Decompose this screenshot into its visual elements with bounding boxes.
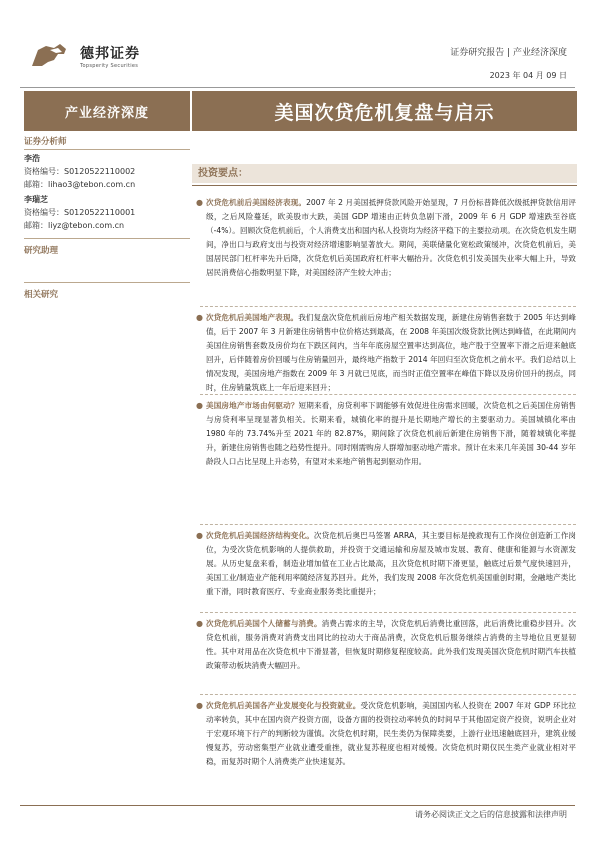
paragraph-text: 消费占需求的主导，次贷危机后消费比重回落，此后消费比重稳步回升。次贷危机前，服务消费对消费支出同比的拉动大于商品消费，次贷危机后服务继续占消费的主导地位且更显韧性。其中对用品在次贷危机中下滑显著，但恢复时期修复程度较高。此外我们发现美国次贷危机时期汽车扶植政策带动板块消费大幅回升。 — [206, 619, 577, 670]
paragraph-text: 短期来看，房贷利率下调能够有效促进住房需求回暖，次贷危机之后美国住房销售与房贷利率呈现显著负相关。长期来看，城镇化率的提升是长期地产增长的主要驱动力。美国城镇化率由 1980 年的 73.74%升至 2021 年的 82.87%，期间除了次贷危机前后新建住房销售下滑，随着城镇化率提升，新建住房销售也随之趋势性提升。同时刚需购房人群增加驱动地产需求。预计在未来几年美国 30-44 岁年龄段人口占比呈现上升态势，有望对未来地产销售起到驱动作用。 — [206, 401, 576, 466]
analyst-cert: 资格编号：S0120522110002 — [24, 167, 136, 176]
paragraph-lead: 次贷危机后美国个人储蓄与消费。 — [206, 619, 322, 628]
paragraph-divider — [200, 394, 576, 395]
bullet-icon: ● — [196, 531, 203, 540]
paragraph — [196, 196, 577, 279]
paragraph — [196, 529, 576, 599]
paragraph — [196, 699, 576, 769]
analyst-name: 李瑞芝 — [24, 195, 48, 204]
sidebar-divider — [24, 149, 190, 150]
bullet-icon: ● — [196, 198, 203, 207]
related-heading: 相关研究 — [24, 290, 59, 300]
sidebar — [24, 136, 190, 302]
analyst-name: 李浩 — [24, 154, 40, 163]
paragraph — [196, 399, 576, 469]
paragraph-text: 次贷危机后奥巴马签署 ARRA，其主要目标是挽救现有工作岗位创造新工作岗位，为受次贷危机影响的人提供救助，并投资于交通运输和房屋及城市发展、教育、健康和能源与水资源发展。从历史复盘来看，制造业增加值在工业占比最高，且次贷危机时期下滑更显，触底过后景气度快速回升，美国工业/制造业产能利用率随经济复苏回升。此外，我们发现 2008 年次贷危机美国重创时期，金融地产类比重下滑，同时教育医疗、专业商业服务类比重提升； — [206, 531, 576, 596]
bullet-icon: ● — [196, 619, 203, 628]
brand-english-name: Topsperity Securities — [80, 63, 139, 69]
bullet-icon: ● — [196, 701, 203, 710]
report-type: 证券研究报告 | 产业经济深度 — [450, 48, 567, 58]
paragraph-text: 受次贷危机影响，美国国内私人投资在 2007 年对 GDP 环比拉动率转负，其中在国内资产投资方面，设备方面的投资拉动率转负的时间早于其他固定资产投资，说明企业对于宏观环境下行产的判断较为谨慎。次贷危机时期，民生类仍为保障类要，上游行业迅速触底回升，建筑业缓慢复苏，劳动密集型产业就业遭受重挫，就业复苏程度也相对缓慢。次贷危机时期仅民生类产业就业相对平稳，而复苏时期个人消费类产业快速复苏。 — [206, 701, 576, 766]
paragraph-divider — [200, 524, 576, 525]
paragraph-divider — [200, 694, 576, 695]
brand-logo-icon — [28, 40, 74, 70]
paragraph — [196, 311, 576, 394]
analyst-email: 邮箱：lihao3@tebon.com.cn — [24, 180, 136, 189]
analyst-cert: 资格编号：S0120522110001 — [24, 208, 136, 217]
investment-points-heading: 投资要点： — [192, 164, 577, 183]
paragraph-divider — [200, 612, 576, 613]
bullet-icon: ● — [196, 401, 203, 410]
category-banner: 产业经济深度 — [24, 91, 190, 131]
paragraph-text: 我们复盘次贷危机前后房地产相关数据发现，新建住房销售套数于 2005 年达到峰值，后于 2007 年 3 月新建住房销售中位价格达到最高，在 2008 年美国次级贷款比例达到峰值，在此期间内美国住房销售套数及房价均在下跌区间内，当年年底房屋空置率达到高位，地产股于空置率下滑之后迎来触底回升，后伴随着房价回暖与住房销量回升，最终地产指数于 2014 年回归至次贷危机之前水平。我们总结以上情况发现，美国房地产指数在 2009 年 3 月就已见底，而当时正值空置率在峰值下降以及房价回升的拐点，同时，住房销量筑底上一年后迎来回升； — [206, 313, 576, 392]
paragraph-lead: 次贷危机前后美国经济表现。 — [206, 198, 307, 207]
footer-disclaimer: 请务必阅读正文之后的信息披露和法律声明 — [415, 810, 567, 819]
sidebar-divider — [24, 238, 190, 239]
analysts-heading: 证券分析师 — [24, 137, 67, 147]
report-title: 美国次贷危机复盘与启示 — [192, 91, 577, 131]
paragraph-lead: 美国房地产市场由何驱动？ — [206, 401, 299, 410]
header-divider — [20, 87, 575, 88]
analyst-email: 邮箱：liyz@tebon.com.cn — [24, 221, 125, 230]
footer-divider — [20, 805, 575, 806]
paragraph-text: 2007 年 2 月美国抵押贷款风险开始显现，7 月份标普降低次级抵押贷款信用评级，之后风险蔓延，欧美股市大跌，美国 GDP 增速由正转负急剧下滑，2009 年 6 月 GDP 增速跌至谷底（-4%）。回顾次贷危机前后，个人消费支出和国内私人投资均为经济平稳下的主要拉动项。在次贷危机发生期间，净出口与政府支出与投资对经济增速影响显著放大。期间，美联储量化宽松政策缓冲，次贷危机前后，美国居民部门杠杆率先升后降，次贷危机后美国政府杠杆率大幅抬升。次贷危机引发美国失业率大幅上升，导致居民消费信心指数明显下降，对美国经济产生较大冲击； — [206, 198, 577, 277]
main-section — [192, 164, 577, 186]
paragraph-lead: 次贷危机后美国经济结构变化。 — [206, 531, 314, 540]
paragraph — [196, 617, 577, 673]
bullet-icon: ● — [196, 313, 203, 322]
sidebar-divider — [24, 282, 190, 283]
brand-name: 德邦证券 — [80, 46, 140, 62]
paragraph-lead: 次贷危机后美国各产业发展变化与投资就业。 — [206, 701, 361, 710]
report-date: 2023 年 04 月 09 日 — [489, 71, 567, 80]
subhead-divider — [192, 185, 577, 186]
assistant-heading: 研究助理 — [24, 246, 59, 256]
paragraph-divider — [200, 306, 576, 307]
paragraph-lead: 次贷危机后美国地产表现。 — [206, 313, 299, 322]
